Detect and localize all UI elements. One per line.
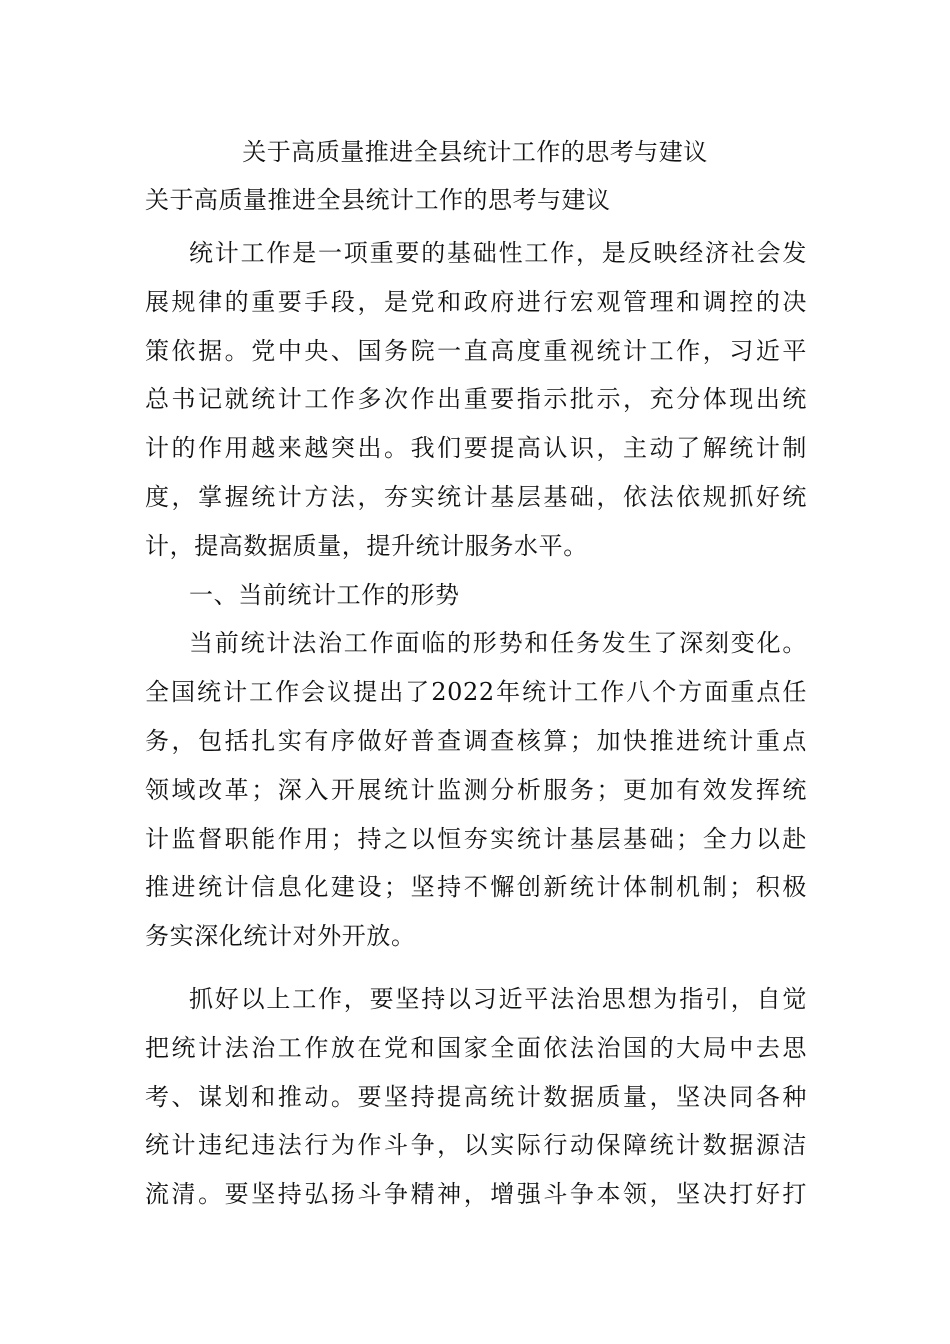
paragraph-line: 策依据。党中央、国务院一直高度重视统计工作，习近平 (145, 336, 807, 365)
paragraph-line: 抓好以上工作，要坚持以习近平法治思想为指引，自觉 (189, 984, 807, 1013)
paragraph-line: 全国统计工作会议提出了2022年统计工作八个方面重点任 (145, 678, 807, 707)
paragraph-line: 当前统计法治工作面临的形势和任务发生了深刻变化。 (189, 629, 807, 658)
paragraph-line: 务实深化统计对外开放。 (145, 922, 416, 951)
paragraph-line: 领域改革；深入开展统计监测分析服务；更加有效发挥统 (145, 775, 807, 804)
paragraph-line: 统计违纪违法行为作斗争，以实际行动保障统计数据源洁 (145, 1131, 807, 1160)
paragraph-line: 计监督职能作用；持之以恒夯实统计基层基础；全力以赴 (145, 824, 807, 853)
paragraph-line: 统计工作是一项重要的基础性工作，是反映经济社会发 (189, 239, 807, 267)
document-subtitle: 关于高质量推进全县统计工作的思考与建议 (145, 186, 611, 214)
paragraph-line: 度，掌握统计方法，夯实统计基层基础，依法依规抓好统 (145, 482, 807, 511)
paragraph-line: 考、谋划和推动。要坚持提高统计数据质量，坚决同各种 (145, 1082, 807, 1111)
paragraph-line: 把统计法治工作放在党和国家全面依法治国的大局中去思 (145, 1033, 807, 1062)
paragraph-gap (145, 961, 807, 975)
section-heading: 一、当前统计工作的形势 (189, 580, 460, 609)
paragraph-line: 展规律的重要手段，是党和政府进行宏观管理和调控的决 (145, 287, 807, 316)
document-title: 关于高质量推进全县统计工作的思考与建议 (242, 138, 708, 166)
document-body (145, 229, 807, 1219)
paragraph-line: 流清。要坚持弘扬斗争精神，增强斗争本领，坚决打好打 (145, 1180, 807, 1209)
paragraph-line: 总书记就统计工作多次作出重要指示批示，充分体现出统 (145, 385, 807, 414)
paragraph-line: 务，包括扎实有序做好普查调查核算；加快推进统计重点 (145, 726, 807, 755)
paragraph-line: 推进统计信息化建设；坚持不懈创新统计体制机制；积极 (145, 873, 807, 902)
paragraph-line: 计，提高数据质量，提升统计服务水平。 (145, 531, 588, 560)
paragraph-line: 计的作用越来越突出。我们要提高认识，主动了解统计制 (145, 434, 807, 463)
